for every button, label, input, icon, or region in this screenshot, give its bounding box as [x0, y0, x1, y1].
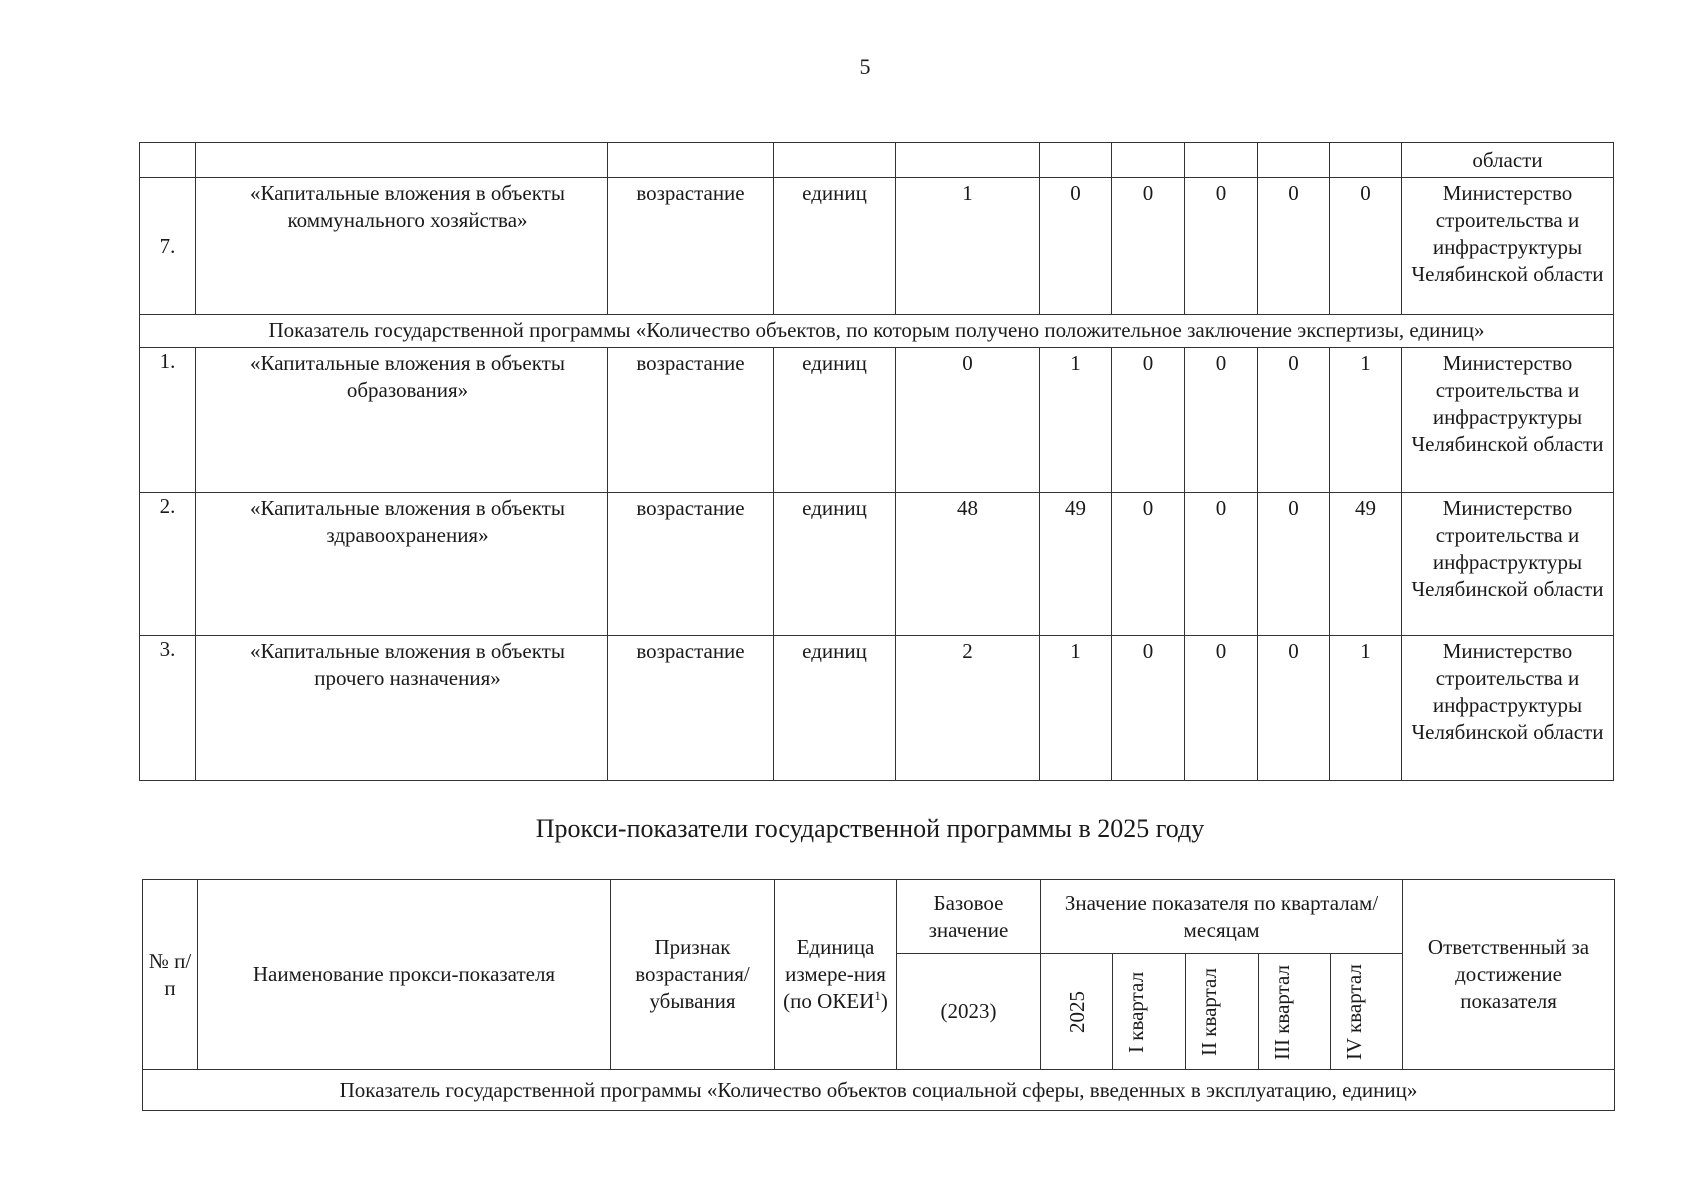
table-row — [140, 493, 1614, 636]
header-year — [1041, 954, 1113, 1070]
value-q1: 0 — [1112, 493, 1185, 636]
unit-cell: единиц — [774, 178, 896, 315]
unit-cell: единиц — [774, 636, 896, 781]
indicators-table — [139, 142, 1614, 781]
value-q2: 0 — [1185, 493, 1258, 636]
trend-cell: возрастание — [608, 493, 774, 636]
header-q3-text: III квартал — [1269, 963, 1294, 1060]
responsible-cell: Министерство строительства и инфраструктуры Челябинской области — [1402, 178, 1614, 315]
base-value: 48 — [896, 493, 1040, 636]
header-base-year: (2023) — [897, 954, 1041, 1070]
unit-cell: единиц — [774, 493, 896, 636]
value-q2: 0 — [1185, 178, 1258, 315]
value-q3: 0 — [1258, 178, 1330, 315]
table-row — [140, 348, 1614, 493]
value-q4: 49 — [1330, 493, 1402, 636]
value-2025: 1 — [1040, 348, 1112, 493]
header-q1-text: I квартал — [1124, 970, 1148, 1053]
header-trend: Признак возрастания/ убывания — [611, 880, 775, 1070]
header-num: № п/п — [143, 880, 198, 1070]
section-title: Показатель государственной программы «Количество объектов социальной сферы, введенных в эксплуатацию, единиц» — [143, 1070, 1615, 1111]
value-q3: 0 — [1258, 636, 1330, 781]
base-value: 1 — [896, 178, 1040, 315]
base-value: 0 — [896, 348, 1040, 493]
table-row — [140, 178, 1614, 315]
base-value: 2 — [896, 636, 1040, 781]
value-q3: 0 — [1258, 348, 1330, 493]
header-q2-text: II квартал — [1197, 967, 1221, 1056]
header-responsible: Ответственный за достижение показателя — [1403, 880, 1615, 1070]
proxy-indicators-table — [142, 879, 1615, 1111]
header-q1 — [1113, 954, 1186, 1070]
trend-cell: возрастание — [608, 636, 774, 781]
value-2025: 1 — [1040, 636, 1112, 781]
row-number: 2. — [140, 493, 196, 636]
header-values-group: Значение показателя по кварталам/месяцам — [1041, 880, 1403, 954]
header-unit-text: Единица измере-ния (по ОКЕИ — [783, 935, 886, 1013]
section-header-row — [143, 1070, 1615, 1111]
indicator-name: «Капитальные вложения в объекты образования» — [196, 348, 608, 493]
header-row — [143, 880, 1615, 954]
value-q1: 0 — [1112, 178, 1185, 315]
responsible-cell: Министерство строительства и инфраструктуры Челябинской области — [1402, 348, 1614, 493]
responsible-cell: Министерство строительства и инфраструктуры Челябинской области — [1402, 493, 1614, 636]
header-base: Базовое значение — [897, 880, 1041, 954]
value-q1: 0 — [1112, 636, 1185, 781]
row-number: 1. — [140, 348, 196, 493]
header-year-text: 2025 — [1064, 990, 1089, 1033]
header-q4 — [1331, 954, 1403, 1070]
trend-cell: возрастание — [608, 348, 774, 493]
value-2025: 49 — [1040, 493, 1112, 636]
value-q2: 0 — [1185, 636, 1258, 781]
trend-cell: возрастание — [608, 178, 774, 315]
row-number: 3. — [140, 636, 196, 781]
value-q1: 0 — [1112, 348, 1185, 493]
value-2025: 0 — [1040, 178, 1112, 315]
responsible-cell: Министерство строительства и инфраструктуры Челябинской области — [1402, 636, 1614, 781]
section-title: Показатель государственной программы «Количество объектов, по которым получено положительное заключение экспертизы, единиц» — [140, 315, 1614, 348]
value-q4: 1 — [1330, 636, 1402, 781]
page-number: 5 — [859, 54, 871, 79]
value-q4: 0 — [1330, 178, 1402, 315]
header-q4-text: IV квартал — [1341, 963, 1366, 1060]
indicator-name: «Капитальные вложения в объекты коммунального хозяйства» — [196, 178, 608, 315]
table-row — [140, 636, 1614, 781]
proxy-section-title: Прокси-показатели государственной программы в 2025 году — [535, 814, 1205, 843]
indicator-name: «Капитальные вложения в объекты здравоохранения» — [196, 493, 608, 636]
section-header-row — [140, 315, 1614, 348]
footnote-mark: 1 — [874, 988, 881, 1003]
header-name: Наименование прокси-показателя — [198, 880, 611, 1070]
responsible-cell: области — [1402, 143, 1614, 178]
indicator-name: «Капитальные вложения в объекты прочего назначения» — [196, 636, 608, 781]
unit-cell: единиц — [774, 348, 896, 493]
header-unit — [775, 880, 897, 1070]
row-number: 7. — [140, 178, 196, 315]
header-q3 — [1259, 954, 1331, 1070]
value-q4: 1 — [1330, 348, 1402, 493]
value-q3: 0 — [1258, 493, 1330, 636]
continuation-row — [140, 143, 1614, 178]
header-q2 — [1186, 954, 1259, 1070]
value-q2: 0 — [1185, 348, 1258, 493]
header-unit-close: ) — [880, 989, 888, 1013]
